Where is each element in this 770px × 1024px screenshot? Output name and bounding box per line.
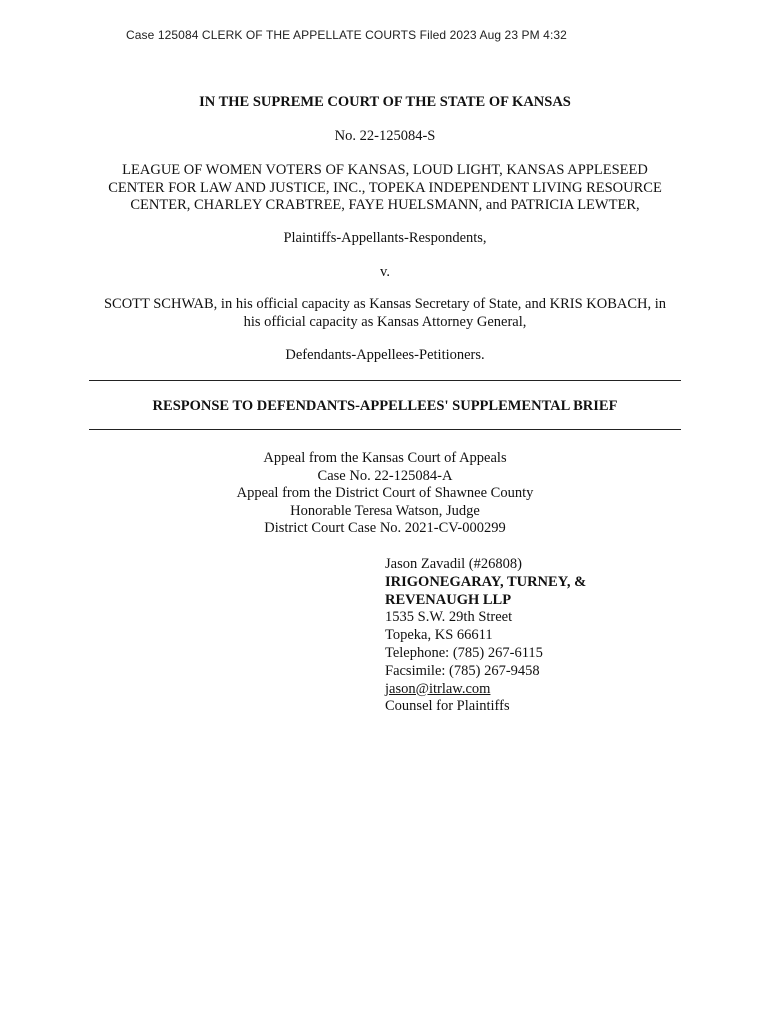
defendants-line: his official capacity as Kansas Attorney General, <box>243 313 527 330</box>
filing-stamp: Case 125084 CLERK OF THE APPELLATE COURTS Filed 2023 Aug 23 PM 4:32 <box>126 28 567 42</box>
counsel-firm: IRIGONEGARAY, TURNEY, & <box>385 573 587 590</box>
case-number: No. 22-125084-S <box>334 128 436 144</box>
counsel-facsimile: Facsimile: (785) 267-9458 <box>385 662 540 679</box>
appeal-info-line: Case No. 22-125084-A <box>317 467 453 484</box>
appeal-info <box>0 450 770 538</box>
counsel-email-link[interactable]: jason@itrlaw.com <box>385 680 491 697</box>
defendants-caption <box>0 296 770 331</box>
counsel-role: Counsel for Plaintiffs <box>385 698 510 715</box>
divider-top <box>89 380 681 381</box>
court-title: IN THE SUPREME COURT OF THE STATE OF KANSAS <box>199 94 571 110</box>
counsel-block <box>385 556 586 716</box>
plaintiffs-line: CENTER, CHARLEY CRABTREE, FAYE HUELSMANN, and PATRICIA LEWTER, <box>130 197 640 213</box>
plaintiffs-line: CENTER FOR LAW AND JUSTICE, INC., TOPEKA INDEPENDENT LIVING RESOURCE <box>108 179 662 196</box>
versus-label: v. <box>380 264 390 280</box>
appeal-info-line: District Court Case No. 2021-CV-000299 <box>264 520 506 536</box>
appeal-info-line: Appeal from the District Court of Shawnee County <box>236 485 534 501</box>
counsel-firm: REVENAUGH LLP <box>385 591 512 608</box>
appeal-info-line: Honorable Teresa Watson, Judge <box>290 502 480 519</box>
appeal-info-line: Appeal from the Kansas Court of Appeals <box>263 450 507 466</box>
defendants-role: Defendants-Appellees-Petitioners. <box>285 347 485 363</box>
divider-bottom <box>89 429 681 430</box>
counsel-address: Topeka, KS 66611 <box>385 627 493 644</box>
defendants-line: SCOTT SCHWAB, in his official capacity as Kansas Secretary of State, and KRIS KOBACH, in <box>103 296 667 312</box>
plaintiffs-role: Plaintiffs-Appellants-Respondents, <box>283 230 487 246</box>
brief-title: RESPONSE TO DEFENDANTS-APPELLEES' SUPPLEMENTAL BRIEF <box>152 398 618 414</box>
plaintiffs-caption <box>0 162 770 215</box>
counsel-telephone: Telephone: (785) 267-6115 <box>385 644 543 661</box>
plaintiffs-line: LEAGUE OF WOMEN VOTERS OF KANSAS, LOUD LIGHT, KANSAS APPLESEED <box>122 162 648 178</box>
counsel-name: Jason Zavadil (#26808) <box>385 556 522 572</box>
counsel-address: 1535 S.W. 29th Street <box>385 609 513 626</box>
